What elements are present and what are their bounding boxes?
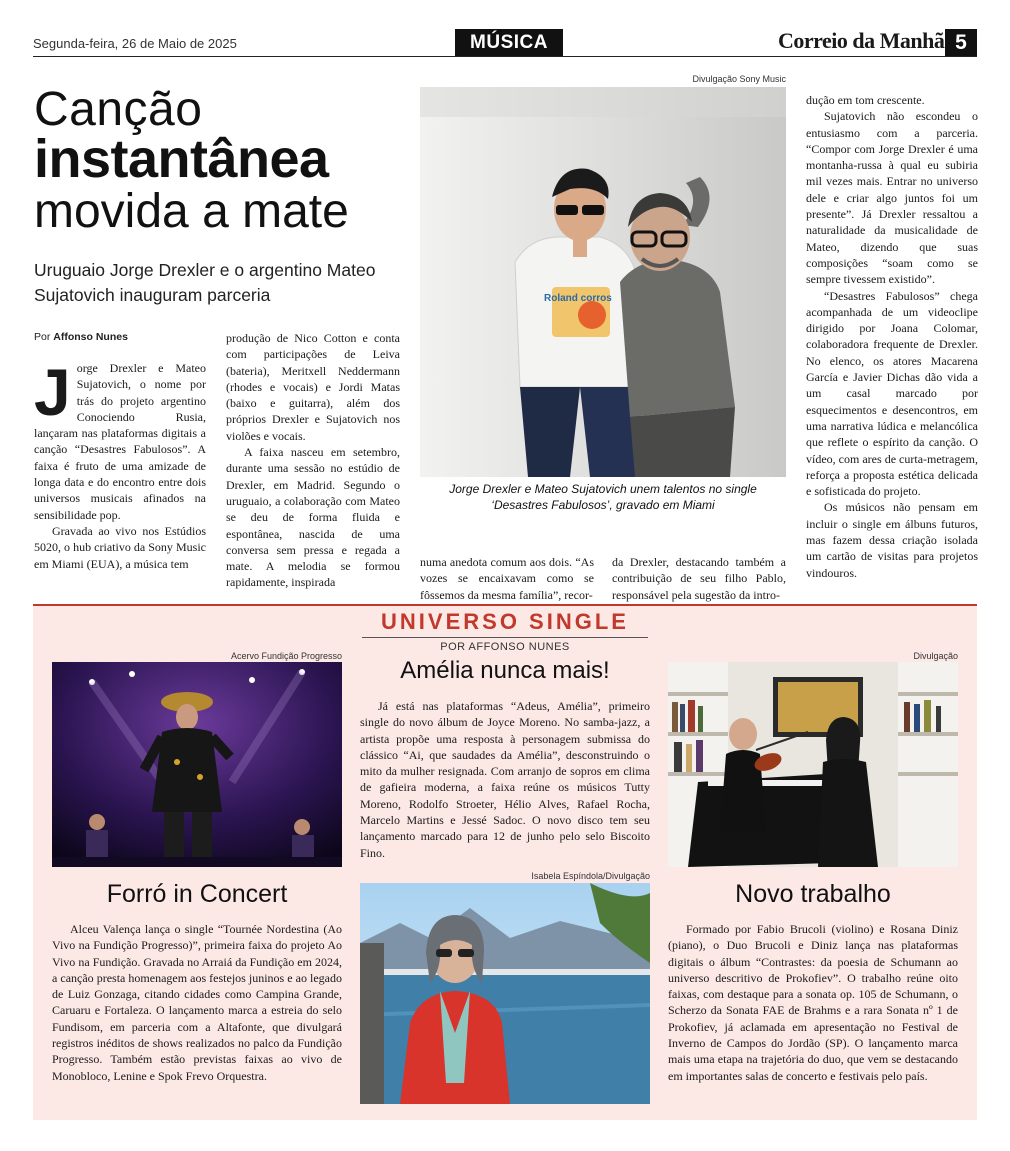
page-number: 5 — [945, 29, 977, 57]
left-text — [52, 921, 342, 1084]
issue-date: Segunda-feira, 26 de Maio de 2025 — [33, 36, 237, 51]
center-paragraph: Já está nas plataformas “Adeus, Amélia”, primeiro single do novo álbum de Joyce Moreno. No samba-jazz, a artista propõe uma resposta à personagem submissa do clássico “Ai, que saudades da Amélia”, desconstruindo o mito da mulher resignada. Com arranjo de sopros em clima de gafieira moderna, a faixa reúne os músicos Tutty Moreno, Rodolfo Stroeter, Hélio Alves, Rafael Rocha, Marcelo Martins e Jessé Sadoc. O novo disco tem seu lançamento marcado para 12 de junho pelo selo Biscoito Fino. — [360, 699, 650, 860]
shirt-print: Roland corros — [544, 293, 612, 304]
headline-line-2: instantânea — [34, 129, 329, 189]
article-paragraph: Os músicos não pensam em incluir o single em álbuns futuros, mas fazem dessa criação isolada um cartão de visitas para projetos vindouros. — [806, 500, 978, 580]
article-column-2 — [226, 330, 400, 591]
box-title-rule — [362, 637, 648, 638]
article-paragraph: Sujatovich não escondeu o entusiasmo com a parceria. “Compor com Jorge Drexler é uma montanha-russa à qual eu subiria mil vezes mais. Entrar no universo dele e criar algo juntos foi um presente”. Já Drexler ressaltou a naturalidade da musicalidade de Mateo, dizendo que suas composições “soam como se sempre tivessem existido”. — [806, 109, 978, 287]
left-paragraph: Alceu Valença lança o single “Tournée Nordestina (Ao Vivo na Fundição Progresso)”, primeira faixa do projeto Ao Vivo na Fundição. Gravada no Arraiá da Fundição em 2024, a canção presta homenagem aos festejos juninos e ao legado de Luiz Gonzaga, citando cidades como Campina Grande, Caruaru e Fortaleza. O lançamento marca a estreia do selo Fundisom, em parceria com a Altafonte, que divulgará registros inéditos de shows realizados no palco da Fundição Progresso. Também estão previstas faixas ao vivo de Monobloco, Lenine e Spok Frevo Orquestra. — [52, 922, 342, 1083]
article-column-4 — [612, 554, 786, 603]
article-paragraph: Gravada ao vivo nos Estúdios 5020, o hub criativo da Sony Music em Miami (EUA), a música tem — [34, 523, 206, 571]
article-deck: Uruguaio Jorge Drexler e o argentino Mateo Sujatovich inauguram parceria — [34, 260, 376, 305]
byline — [34, 331, 128, 343]
duo-photo — [668, 662, 958, 867]
newspaper-name: Correio da Manhã — [778, 28, 945, 53]
article-paragraph: “Desastres Fabulosos” chega acompanhada de um videoclipe dirigido por Joana Colomar, colaboradora frequente de Drexler. No elenco, os atores Macarena García e Javier Dichas dão vida a um casal marcado por esquecimentos e desencontros, em uma narrativa lúdica e melancólica que reflete o espírito da canção. O vídeo, com ares de curta-metragem, reforça a proposta estética delicada e sofisticada do projeto. — [806, 288, 978, 499]
concert-photo — [52, 662, 342, 867]
header-rule — [33, 56, 977, 57]
article-paragraph: numa anedota comum aos dois. “As vozes se encaixavam como se fôssemos da mesma família”, recor- — [420, 555, 594, 602]
joyce-photo-illustration — [360, 883, 650, 1104]
right-heading: Novo trabalho — [735, 880, 891, 908]
duo-photo-illustration — [668, 662, 958, 867]
article-column-1 — [34, 355, 206, 572]
article-paragraph: Jorge Drexler e Mateo Sujatovich, o nome por trás do projeto argentino Conociendo Rusia, lançaram nas plataformas digitais a canção “Desastres Fabulosos”. A faixa é fruto de uma amizade de longa data e do encontro entre dois universos musicais afinados na sensibilidade pop. — [34, 355, 206, 522]
center-photo-credit: Isabela Espíndola/Divulgação — [531, 871, 650, 881]
concert-photo-illustration — [52, 662, 342, 867]
article-paragraph: dução em tom crescente. — [806, 93, 925, 107]
headline-line-1: Canção — [34, 83, 203, 136]
main-photo — [420, 87, 786, 477]
right-text — [668, 921, 958, 1084]
byline-author: Affonso Nunes — [53, 331, 128, 343]
byline-prefix: Por — [34, 331, 51, 343]
article-column-3 — [420, 554, 594, 603]
photo-credit: Divulgação Sony Music — [692, 74, 786, 84]
main-photo-caption: Jorge Drexler e Mateo Sujatovich unem talentos no single ‘Desastres Fabulosos’, gravado em Miami — [449, 482, 757, 512]
drop-cap: J — [34, 355, 71, 429]
main-photo-illustration — [420, 87, 786, 477]
joyce-photo — [360, 883, 650, 1104]
left-heading: Forró in Concert — [106, 880, 288, 908]
box-title: UNIVERSO SINGLE — [381, 609, 629, 634]
left-photo-credit: Acervo Fundição Progresso — [230, 651, 342, 661]
article-paragraph: da Drexler, destacando também a contribuição de seu filho Pablo, responsável pela sugestão da intro- — [612, 555, 786, 602]
center-text — [360, 698, 650, 861]
right-paragraph: Formado por Fabio Brucoli (violino) e Rosana Diniz (piano), o Duo Brucoli e Diniz lança nas plataformas digitais o álbum “Contrastes: da poesia de Schumann ao universo descritivo de Prokofiev”. O trabalho reúne oito faixas, com destaque para a sonata op. 105 de Schumann, o Scherzo da Sonata FAE de Brahms e a rara Sonata nº 1 de Prokofiev, já aclamada em apresentação no Festival de Inverno de Campos do Jordão (SP). O lançamento marca mais uma etapa na trajetória do duo, que vem se destacando em importantes salas de concerto e festivais pelo país. — [668, 922, 958, 1083]
box-byline: POR AFFONSO NUNES — [440, 641, 570, 653]
center-heading: Amélia nunca mais! — [400, 657, 610, 684]
section-label: MÚSICA — [455, 29, 563, 57]
article-column-5 — [806, 92, 978, 581]
article-paragraph: produção de Nico Cotton e conta com participações de Leiva (bateria), Meritxell Neddermann (rhodes e vocais) e Jordi Matas (baixo e guitarra), além dos próprios Drexler e Sujatovich nos violões e vocais. — [226, 331, 400, 443]
right-photo-credit: Divulgação — [913, 651, 958, 661]
headline-line-3: movida a mate — [34, 185, 349, 238]
article-paragraph: A faixa nasceu em setembro, durante uma sessão no estúdio de Drexler, em Madrid. Segundo o uruguaio, a colaboração com Mateo se deu de forma fluida e espontânea, nascida de uma conversa sem pressa e regada a mate. A melodia se formou rapidamente, inspirada — [226, 445, 400, 590]
